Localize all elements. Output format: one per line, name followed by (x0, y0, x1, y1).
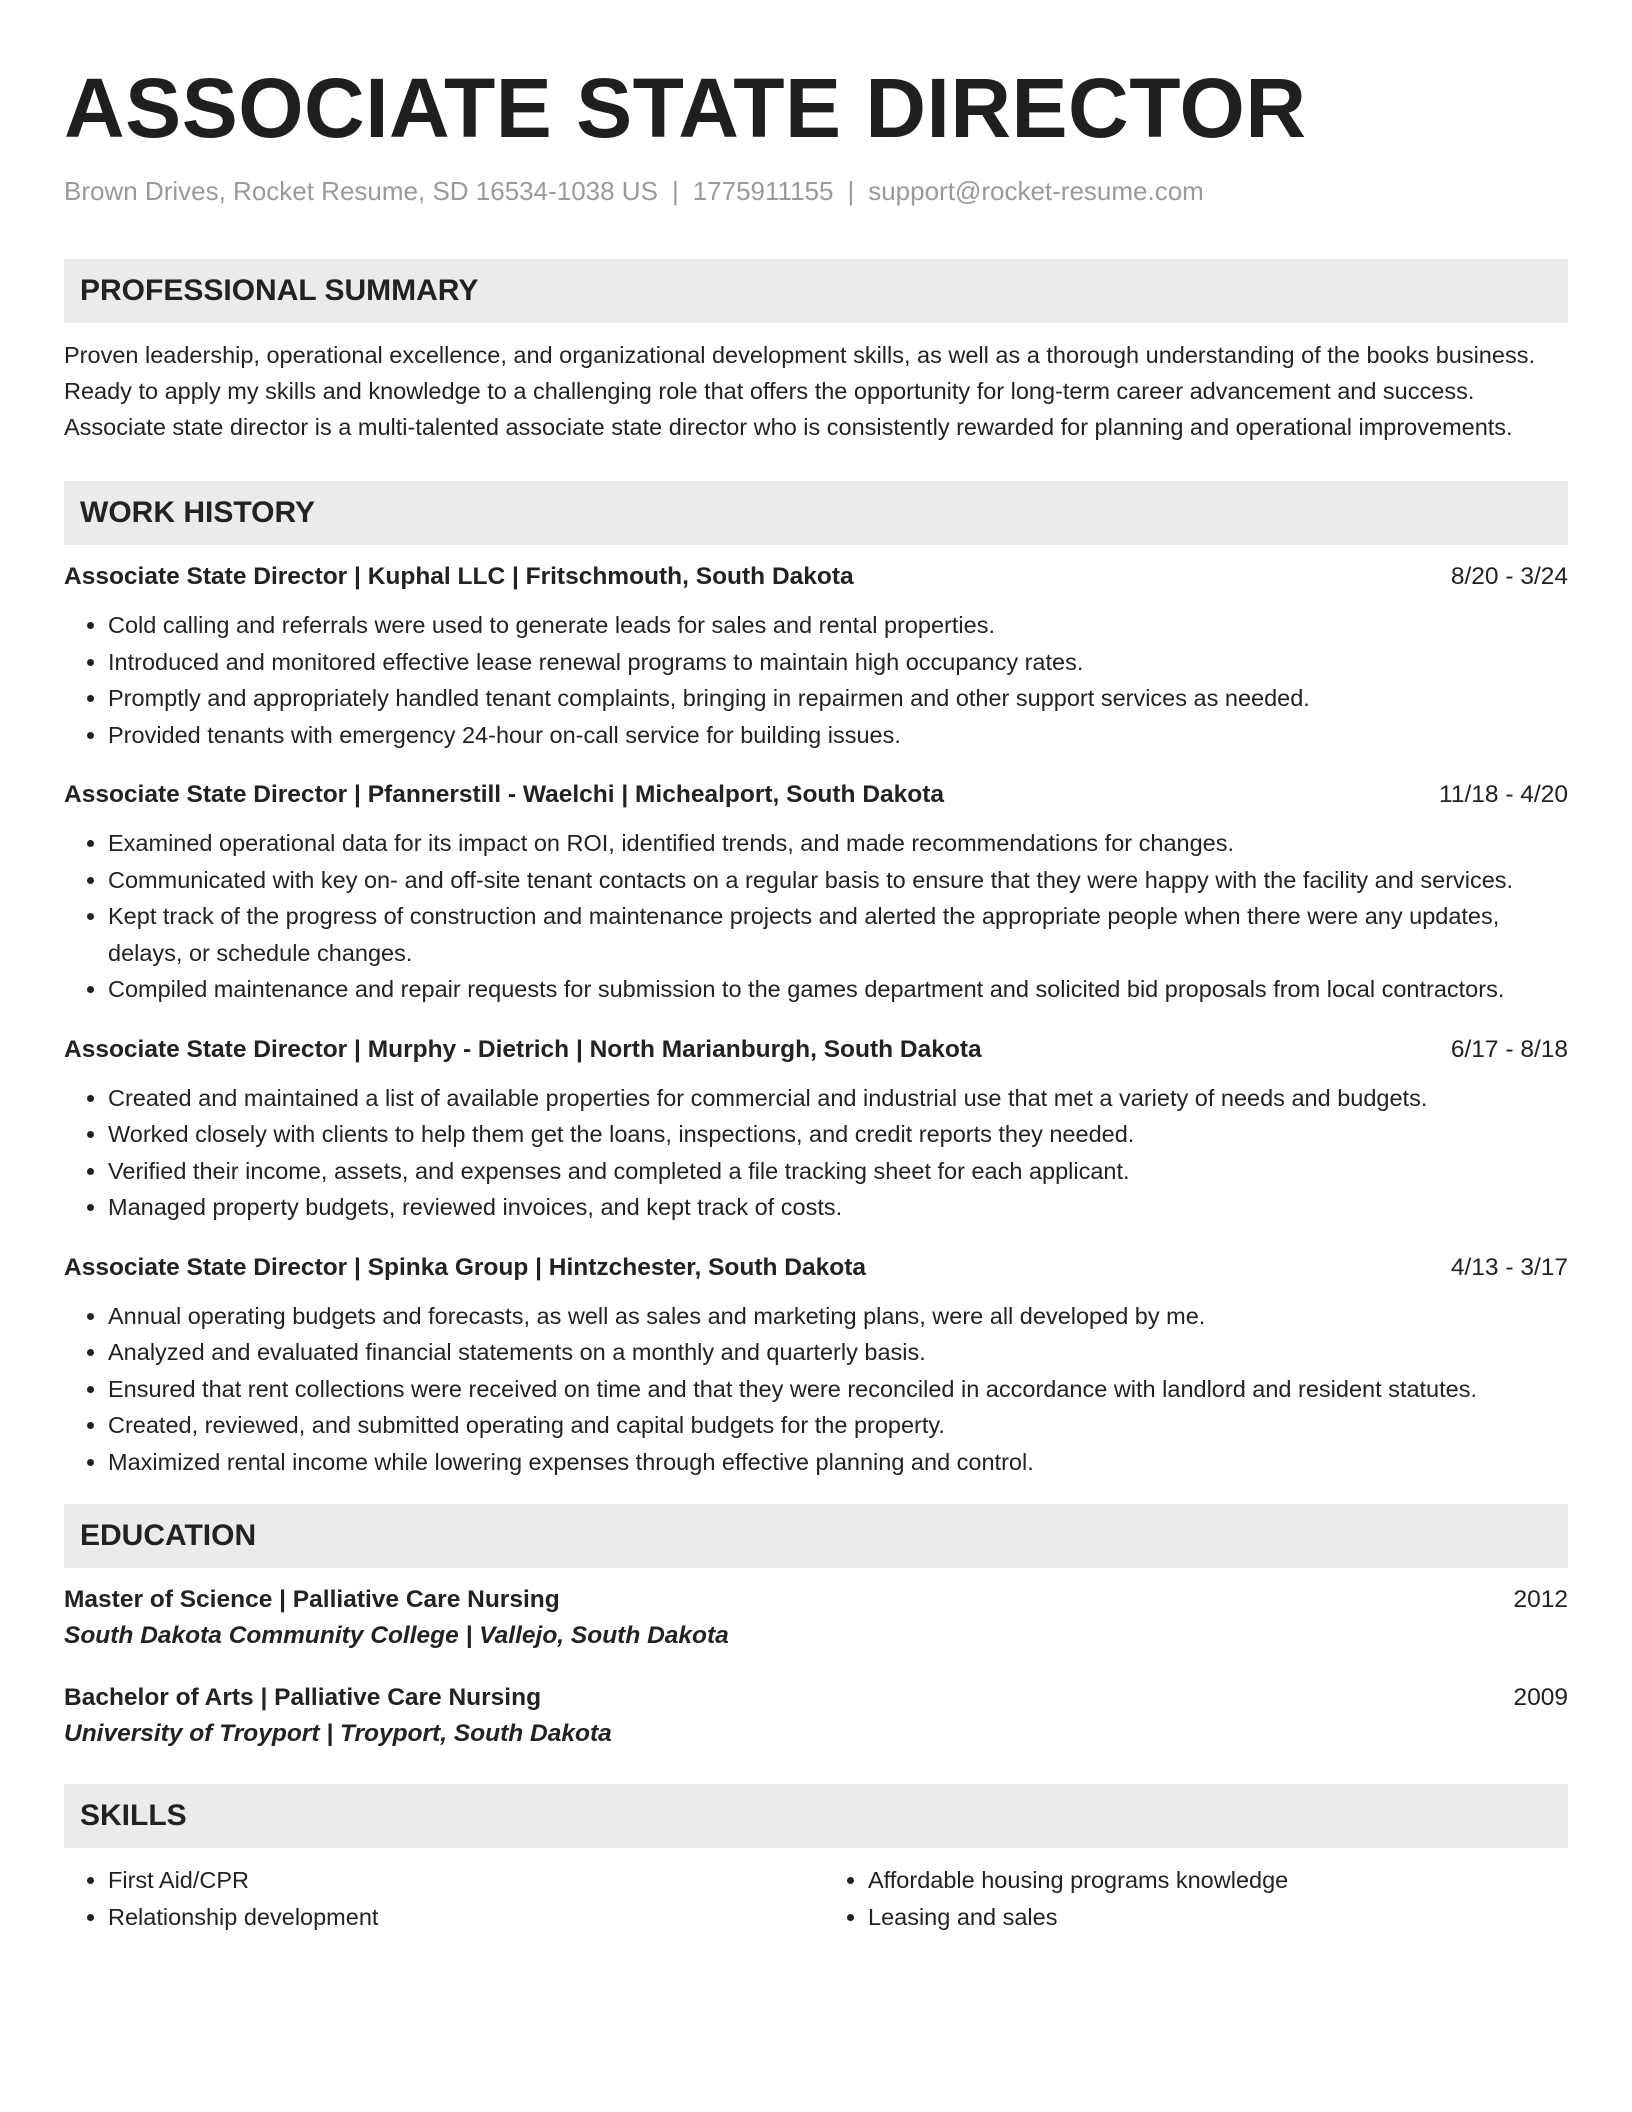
job-dates: 8/20 - 3/24 (1450, 563, 1568, 590)
job-dates: 4/13 - 3/17 (1450, 1253, 1568, 1281)
job-bullet: • Introduced and monitored effective lease renewal programs to maintain high occupancy rates. (108, 644, 1568, 681)
skills-column-left (64, 1862, 808, 1935)
job-heading-row (64, 1036, 1568, 1064)
skill-item: • First Aid/CPR (108, 1862, 808, 1899)
summary-text: Proven leadership, operational excellence, and organizational development skills, as well as a thorough understanding of the books business. Ready to apply my skills and knowledge to a challenging role that offers the opportunity for long-term career advancement and success. Associate state director is a multi-talented associate state director who is consistently rewarded for planning and operational improvements. (64, 342, 1535, 440)
job-heading-row (64, 1254, 1568, 1282)
candidate-name: ASSOCIATE STATE DIRECTOR (64, 61, 1307, 155)
job-bullet: • Promptly and appropriately handled tenant complaints, bringing in repairmen and other support services as needed. (108, 680, 1568, 717)
job-bullet: • Compiled maintenance and repair requests for submission to the games department and solicited bid proposals from local contractors. (108, 971, 1568, 1008)
job-heading: Associate State Director | Pfannerstill - Waelchi | Michealport, South Dakota (64, 781, 945, 808)
skill-item: • Relationship development (108, 1899, 808, 1936)
job-heading: Associate State Director | Spinka Group | Hintzchester, South Dakota (64, 1253, 866, 1281)
education-heading-row (64, 1586, 1568, 1614)
skills-list (64, 1848, 1568, 1935)
education-year: 2012 (1513, 1586, 1568, 1613)
job-entry (64, 781, 1568, 1008)
job-bullet: • Cold calling and referrals were used to generate leads for sales and rental properties. (108, 607, 1568, 644)
education-entry (64, 1586, 1568, 1650)
contact-separator: | (847, 176, 855, 206)
job-bullets (64, 1298, 1568, 1481)
contact-line (64, 176, 1568, 207)
education-heading-row (64, 1684, 1568, 1712)
job-entry (64, 1036, 1568, 1226)
job-bullets (64, 607, 1568, 753)
job-dates: 6/17 - 8/18 (1450, 1035, 1568, 1063)
education-degree: Master of Science | Palliative Care Nursing (64, 1586, 560, 1613)
job-bullet: • Ensured that rent collections were received on time and that they were reconciled in accordance with landlord and resident statutes. (108, 1371, 1568, 1408)
job-bullet: • Examined operational data for its impact on ROI, identified trends, and made recommendations for changes. (108, 825, 1568, 862)
contact-separator: | (671, 176, 679, 206)
job-dates: 11/18 - 4/20 (1439, 781, 1568, 808)
job-heading-row (64, 781, 1568, 809)
job-bullet: • Created, reviewed, and submitted operating and capital budgets for the property. (108, 1407, 1568, 1444)
job-bullet: • Kept track of the progress of construction and maintenance projects and alerted the appropriate people when there were any updates, delays, or schedule changes. (108, 898, 1568, 971)
skills-section-header: SKILLS (64, 1784, 1568, 1848)
contact-phone: 1775911155 (692, 176, 834, 206)
job-bullets (64, 1080, 1568, 1226)
job-heading: Associate State Director | Murphy - Dietrich | North Marianburgh, South Dakota (64, 1035, 982, 1063)
work-section-header: WORK HISTORY (64, 481, 1568, 545)
education-entry (64, 1684, 1568, 1748)
job-bullet: • Provided tenants with emergency 24-hour on-call service for building issues. (108, 717, 1568, 754)
job-heading-row (64, 563, 1568, 591)
job-bullet: • Maximized rental income while lowering expenses through effective planning and control. (108, 1444, 1568, 1481)
contact-address: Brown Drives, Rocket Resume, SD 16534-1038 US (64, 176, 658, 206)
skills-column-right (824, 1862, 1568, 1935)
job-entry (64, 1254, 1568, 1481)
education-section-header: EDUCATION (64, 1504, 1568, 1568)
job-bullet: • Verified their income, assets, and expenses and completed a file tracking sheet for each applicant. (108, 1153, 1568, 1190)
education-year: 2009 (1513, 1684, 1568, 1711)
job-bullets (64, 825, 1568, 1008)
education-degree: Bachelor of Arts | Palliative Care Nursing (64, 1684, 542, 1711)
job-bullet: • Annual operating budgets and forecasts, as well as sales and marketing plans, were all developed by me. (108, 1298, 1568, 1335)
job-bullet: • Created and maintained a list of available properties for commercial and industrial use that met a variety of needs and budgets. (108, 1080, 1568, 1117)
education-school: University of Troyport | Troyport, South Dakota (64, 1720, 612, 1747)
job-bullet: • Communicated with key on- and off-site tenant contacts on a regular basis to ensure that they were happy with the facility and services. (108, 862, 1568, 899)
job-heading: Associate State Director | Kuphal LLC | Fritschmouth, South Dakota (64, 563, 854, 590)
job-entry (64, 563, 1568, 753)
skill-item: • Affordable housing programs knowledge (868, 1862, 1568, 1899)
job-bullet: • Managed property budgets, reviewed invoices, and kept track of costs. (108, 1189, 1568, 1226)
contact-email: support@rocket-resume.com (868, 176, 1204, 206)
job-bullet: • Analyzed and evaluated financial statements on a monthly and quarterly basis. (108, 1334, 1568, 1371)
education-school: South Dakota Community College | Vallejo, South Dakota (64, 1622, 729, 1649)
skill-item: • Leasing and sales (868, 1899, 1568, 1936)
summary-section-header: PROFESSIONAL SUMMARY (64, 259, 1568, 323)
job-bullet: • Worked closely with clients to help them get the loans, inspections, and credit reports they needed. (108, 1116, 1568, 1153)
